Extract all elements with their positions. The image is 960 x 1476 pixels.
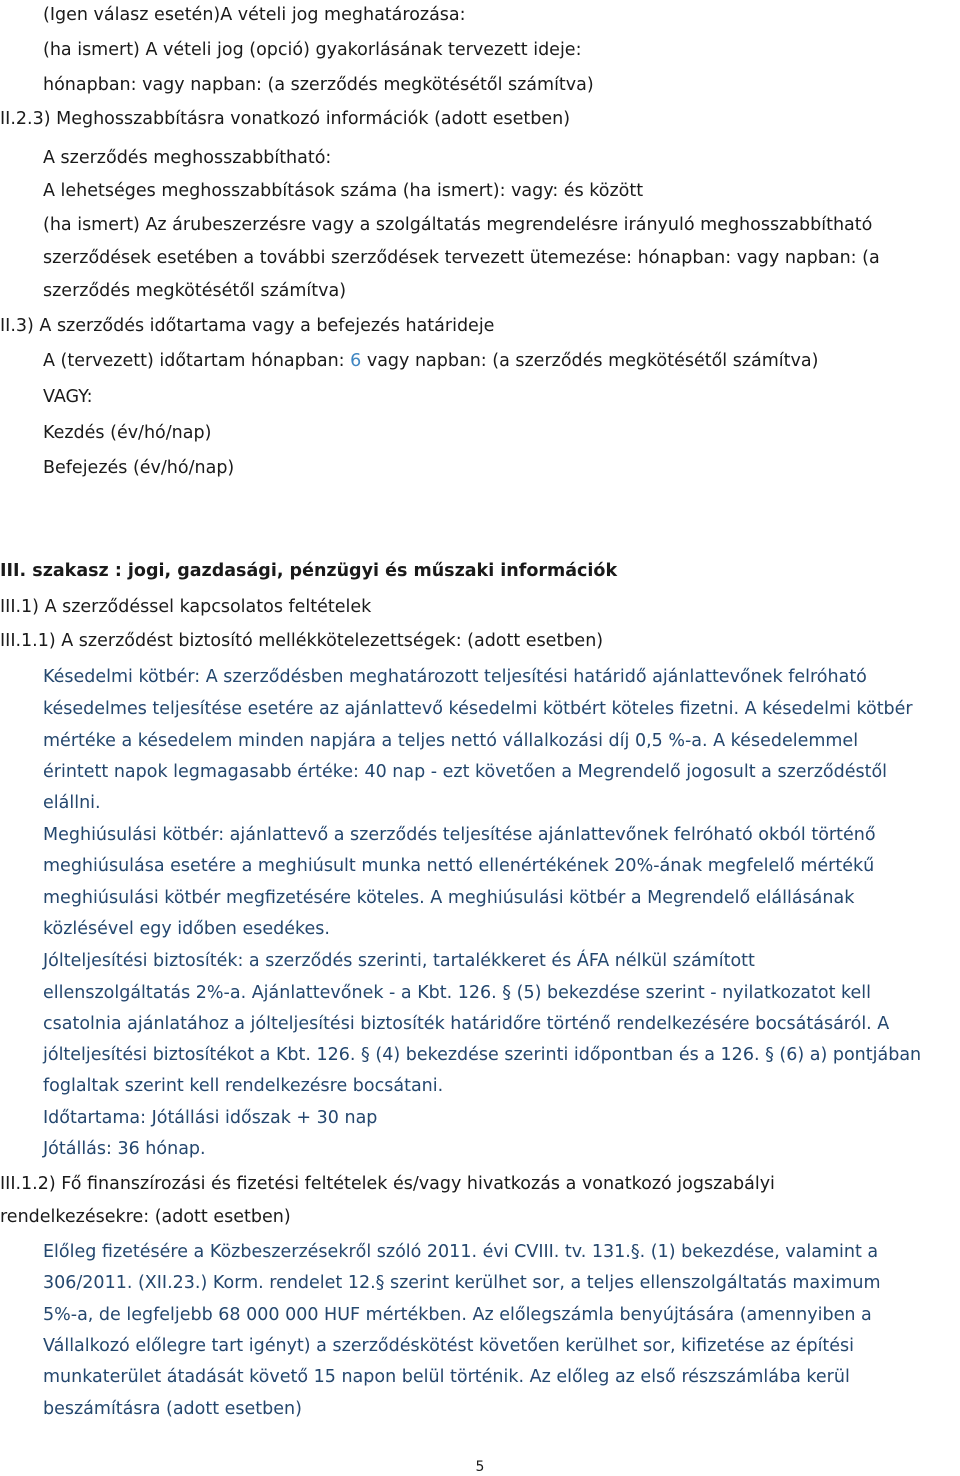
guarantee-line: meghiúsulási kötbér megfizetésére köteles. A meghiúsulási kötbér a Megrendelő elállásának <box>43 888 855 908</box>
text-line: (ha ismert) A vételi jog (opció) gyakorlásának tervezett ideje: <box>43 40 582 60</box>
section-iii-heading: III. szakasz : jogi, gazdasági, pénzügyi és műszaki információk <box>0 561 618 581</box>
financing-line: munkaterület átadását követő 15 napon belül történik. Az előleg az első részszámlába kerül <box>43 1367 850 1387</box>
subsection-heading: rendelkezésekre: (adott esetben) <box>0 1207 291 1227</box>
guarantee-line: késedelmes teljesítése esetére az ajánlattevő késedelmi kötbért köteles fizetni. A késedelmi kötbér <box>43 699 913 719</box>
guarantee-line: foglaltak szerint kell rendelkezésre bocsátani. <box>43 1076 444 1096</box>
financing-line: 5%-a, de legfeljebb 68 000 000 HUF mértékben. Az előlegszámla benyújtására (amennyiben a <box>43 1305 872 1325</box>
guarantee-line: érintett napok legmagasabb értéke: 40 nap - ezt követően a Megrendelő jogosult a szerződéstől <box>43 762 888 782</box>
guarantee-line: meghiúsulása esetére a meghiúsult munka nettó ellenértékének 20%-ának megfelelő mértékű <box>43 856 875 876</box>
text-line: szerződések esetében a további szerződések tervezett ütemezése: hónapban: vagy napban: (a <box>43 248 880 268</box>
section-heading: II.2.3) Meghosszabbításra vonatkozó információk (adott esetben) <box>0 109 571 129</box>
financing-line: Előleg fizetésére a Közbeszerzésekről szóló 2011. évi CVIII. tv. 131.§. (1) bekezdése, valamint a <box>43 1242 879 1262</box>
or-label: VAGY: <box>43 387 93 407</box>
section-heading: II.3) A szerződés időtartama vagy a befejezés határideje <box>0 316 495 336</box>
page-number: 5 <box>475 1459 485 1475</box>
text-line: A szerződés meghosszabbítható: <box>43 148 332 168</box>
guarantee-line: ellenszolgáltatás 2%-a. Ajánlattevőnek - a Kbt. 126. § (5) bekezdése szerint - nyilatkozatot kell <box>43 983 872 1003</box>
text-line: hónapban: vagy napban: (a szerződés megkötésétől számítva) <box>43 75 594 95</box>
text-line: A lehetséges meghosszabbítások száma (ha ismert): vagy: és között <box>43 181 644 201</box>
guarantee-line: Időtartama: Jótállási időszak + 30 nap <box>43 1108 378 1128</box>
end-date-label: Befejezés (év/hó/nap) <box>43 458 235 478</box>
guarantee-line: csatolnia ajánlatához a jólteljesítési biztosíték határidőre történő rendelkezésére bocsátásáról. A <box>43 1014 890 1034</box>
financing-line: 306/2011. (XII.23.) Korm. rendelet 12.§ szerint kerülhet sor, a teljes ellenszolgáltatás maximum <box>43 1273 881 1293</box>
duration-prefix: A (tervezett) időtartam hónapban: <box>43 351 351 371</box>
text-line: szerződés megkötésétől számítva) <box>43 281 347 301</box>
guarantee-line: mértéke a késedelem minden napjára a teljes nettó vállalkozási díj 0,5 %-a. A késedelemmel <box>43 731 859 751</box>
text-line: (Igen válasz esetén)A vételi jog meghatározása: <box>43 5 466 25</box>
subsection-heading: III.1.1) A szerződést biztosító mellékkötelezettségek: (adott esetben) <box>0 631 604 651</box>
duration-months-value: 6 <box>350 351 362 371</box>
duration-line <box>43 350 818 372</box>
guarantee-line: elállni. <box>43 793 101 813</box>
financing-line: Vállalkozó előlegre tart igényt) a szerződéskötést követően kerülhet sor, kifizetése az építési <box>43 1336 855 1356</box>
start-date-label: Kezdés (év/hó/nap) <box>43 423 212 443</box>
financing-line: beszámításra (adott esetben) <box>43 1399 302 1419</box>
guarantee-line: Késedelmi kötbér: A szerződésben meghatározott teljesítési határidő ajánlattevőnek felróható <box>43 667 867 687</box>
subsection-heading: III.1) A szerződéssel kapcsolatos feltételek <box>0 597 372 617</box>
subsection-heading: III.1.2) Fő finanszírozási és fizetési feltételek és/vagy hivatkozás a vonatkozó jogszabályi <box>0 1174 775 1194</box>
guarantee-line: közlésével egy időben esedékes. <box>43 919 330 939</box>
guarantee-line: Jólteljesítési biztosíték: a szerződés szerinti, tartalékkeret és ÁFA nélkül számított <box>43 951 755 971</box>
guarantee-line: jólteljesítési biztosítékot a Kbt. 126. § (4) bekezdése szerinti időpontban és a 126. § (6) a) pontjában <box>43 1045 922 1065</box>
duration-suffix: vagy napban: (a szerződés megkötésétől számítva) <box>361 351 819 371</box>
guarantee-line: Meghiúsulási kötbér: ajánlattevő a szerződés teljesítése ajánlattevőnek felróható okból történő <box>43 825 876 845</box>
text-line: (ha ismert) Az árubeszerzésre vagy a szolgáltatás megrendelésre irányuló meghosszabbítható <box>43 215 873 235</box>
guarantee-line: Jótállás: 36 hónap. <box>43 1139 206 1159</box>
